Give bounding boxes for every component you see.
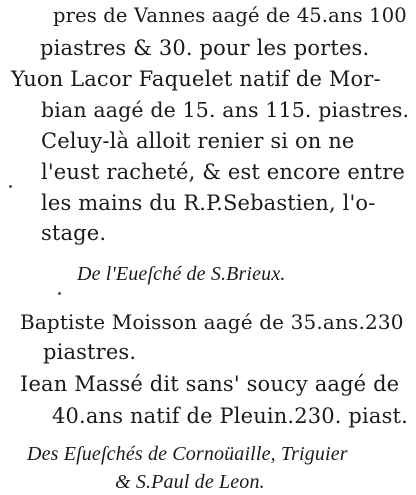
ink-speck	[58, 292, 61, 295]
section-heading: & S.Paul de Leon.	[115, 471, 265, 493]
text-line: Iean Massé dit sans' soucy aagé de	[20, 372, 400, 396]
text-line: pres de Vannes aagé de 45.ans 100	[53, 4, 407, 27]
text-line: Celuy-là alloit renier si on ne	[41, 129, 355, 153]
text-line: stage.	[41, 221, 107, 245]
text-line: Yuon Lacor Faquelet natif de Mor-	[11, 67, 381, 91]
text-line: piastres & 30. pour les portes.	[40, 36, 370, 60]
text-line: bian aagé de 15. ans 115. piastres.	[41, 98, 410, 122]
text-line: piastres.	[43, 340, 137, 364]
section-heading: De l'Eueſché de S.Brieux.	[77, 263, 286, 285]
margin-speck	[9, 185, 12, 188]
section-heading: Des Eſueſchés de Cornoüaille, Triguier	[27, 443, 348, 465]
text-line: 40.ans natif de Pleuin.230. piast.	[52, 404, 408, 428]
text-line: Baptiste Moisson aagé de 35.ans.230	[20, 310, 404, 334]
text-line: l'eust racheté, & est encore entre	[41, 160, 405, 184]
text-line: les mains du R.P.Sebastien, l'o-	[41, 191, 376, 215]
